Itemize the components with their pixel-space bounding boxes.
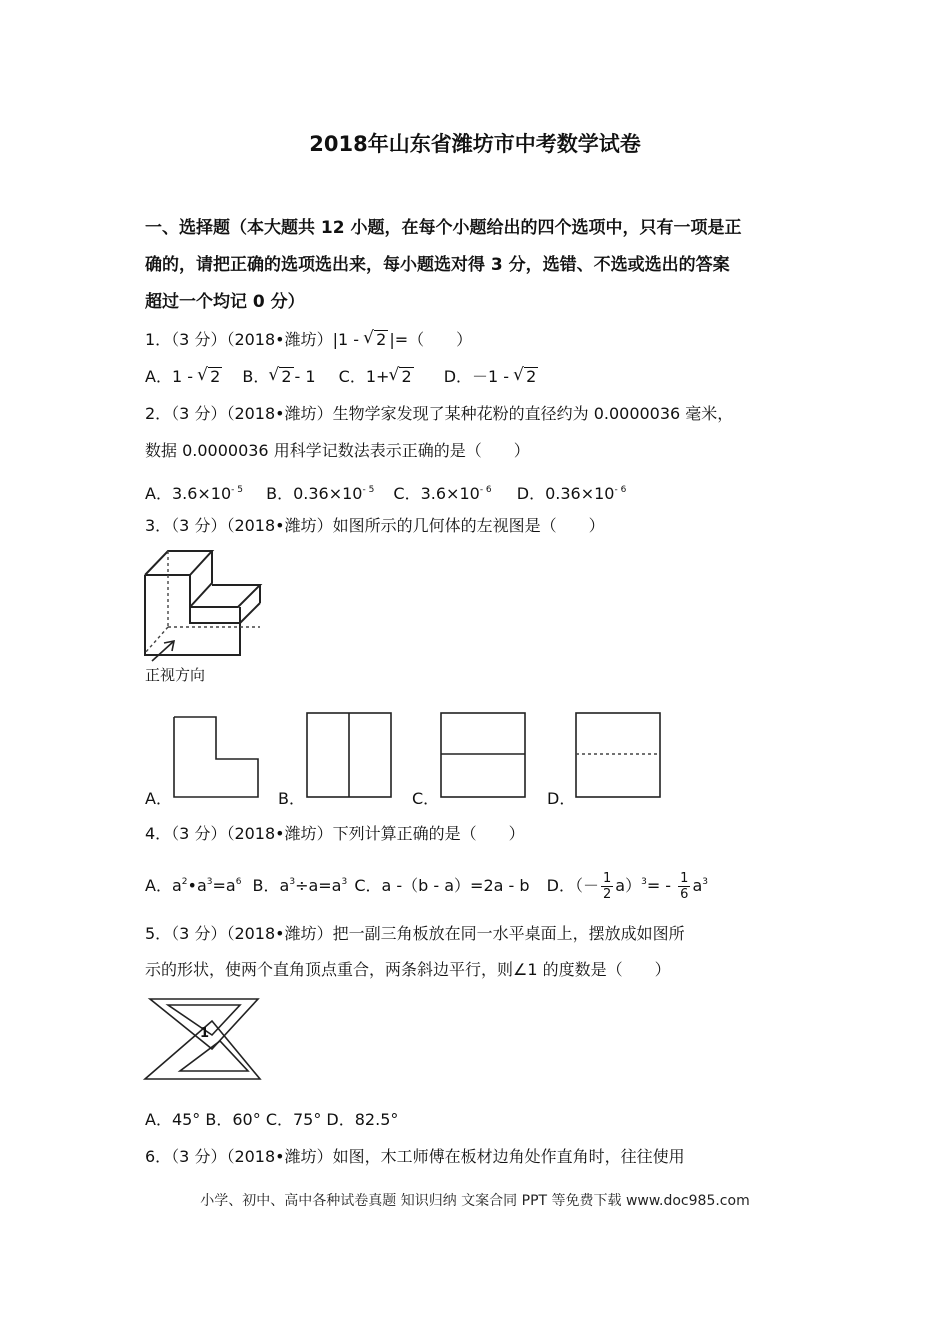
solid-figure [140,545,270,660]
page-title: 2018年山东省潍坊市中考数学试卷 [309,132,641,156]
question-2-line1: 2．（3 分）（2018•潍坊）生物学家发现了某种花粉的直径约为 0.0000036 毫米， [145,404,734,423]
question-1-options: A．1 - √ 2 B．√ 2 - 1 C．1+√ 2 D．－1 - √ 2 [145,365,539,389]
q3-option-b-label: B． [278,789,305,808]
question-3-stem: 3．（3 分）（2018•潍坊）如图所示的几何体的左视图是（ ） [145,516,605,535]
q3-option-d-label: D． [547,789,576,808]
section-heading-line2: 确的，请把正确的选项选出来，每小题选对得 3 分，选错、不选或选出的答案 [145,255,730,275]
q3-option-c-figure [440,712,526,798]
question-5-options: A．45° B．60° C．75° D．82.5° [145,1110,399,1129]
question-4-options: A．$a^2•a^3=a^6$ B．$a^3\div a=a^3$ C．a -（b - a）=2a - b D．（－ $\frac{1}{2}$ a）$^3$= - $\frac{1}{6}$ $a^3$ [145,871,708,902]
section-heading-line3: 超过一个均记 0 分） [145,292,305,312]
sqrt-symbol: √ 2 [365,328,388,352]
fraction-one-sixth: $\frac{1}{6}$ [680,871,689,902]
angle-1-label: 1 [200,1026,210,1041]
question-2-line2: 数据 0.0000036 用科学记数法表示正确的是（ ） [145,441,530,460]
view-direction-label: 正视方向 [145,666,206,684]
q3-option-d-figure [575,712,661,798]
q3-option-a-figure [172,715,260,799]
fraction-one-half: $\frac{1}{2}$ [602,871,612,902]
footer-text: 小学、初中、高中各种试卷真题 知识归纳 文案合同 PPT 等免费下载 www.doc985.com [200,1193,750,1209]
question-1-stem: 1．（3 分）（2018•潍坊）|1 - √ 2 |=（ ） [145,328,472,352]
question-4-stem: 4．（3 分）（2018•潍坊）下列计算正确的是（ ） [145,824,525,843]
question-6-stem: 6．（3 分）（2018•潍坊）如图，木工师傅在板材边角处作直角时，往往使用 [145,1147,685,1166]
q3-option-a-label: A． [145,789,172,808]
question-5-line2: 示的形状，使两个直角顶点重合，两条斜边平行，则∠1 的度数是（ ） [145,960,671,979]
question-2-options: A．$3.6\times 10^{- 5}$ B．$0.36\times 10^{- 5}$ C．$3.6\times 10^{- 6}$ D．$0.36\times 10^{- 6}$ [145,484,627,503]
q3-option-c-label: C． [412,789,440,808]
q3-option-b-figure [306,712,392,798]
section-heading-line1: 一、选择题（本大题共 12 小题，在每个小题给出的四个选项中，只有一项是正 [145,218,742,238]
question-5-line1: 5．（3 分）（2018•潍坊）把一副三角板放在同一水平桌面上，摆放成如图所 [145,924,685,943]
